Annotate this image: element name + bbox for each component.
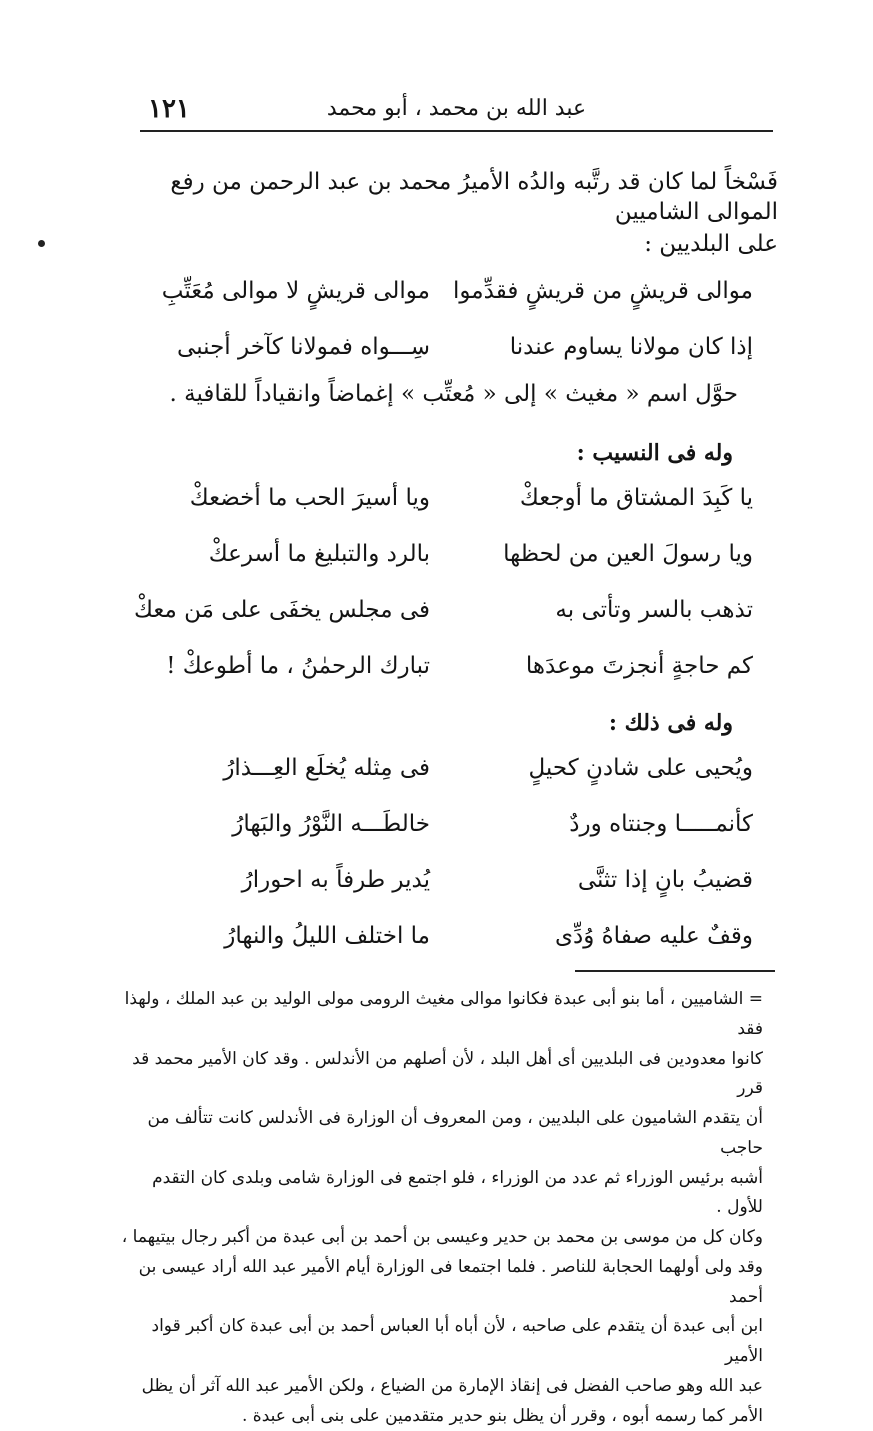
intro-line-1: فَسْخاً لما كان قد رتَّبه والدُه الأميرُ محمد بن عبد الرحمن من رفع الموالى الشاميين	[120, 168, 778, 228]
verse-hemistich-second: ويا أسيرَ الحب ما أخضعكْ	[140, 485, 430, 511]
footnote-line: أن يتقدم الشاميون على البلديين ، ومن المعروف أن الوزارة فى الأندلس كانت تتألف من حاجب	[120, 1104, 763, 1164]
verse-hemistich-second: بالرد والتبليغ ما أسرعكْ	[140, 541, 430, 567]
footnote-line: وقد ولى أولهما الحجابة للناصر . فلما اجتمعا فى الوزارة أيام الأمير عبد الله أراد عيسى بن أحمد	[120, 1253, 763, 1313]
verse-hemistich-second: خالطَـــه النَّوْرُ والبَهارُ	[140, 811, 430, 837]
verse-line	[140, 755, 753, 811]
section-label-same: وله فى ذلك :	[609, 710, 733, 736]
verse-hemistich-first: كم حاجةٍ أنجزتَ موعدَها	[453, 653, 753, 679]
footnotes	[120, 985, 763, 1431]
footnote-line: الأمر كما رسمه أبوه ، وقرر أن يظل بنو حدير متقدمين على بنى أبى عبدة .	[120, 1402, 763, 1431]
verse-hemistich-first: يا كَبِدَ المشتاق ما أوجعكْ	[453, 485, 753, 511]
verse-hemistich-first: تذهب بالسر وتأتى به	[453, 597, 753, 623]
verse-line	[140, 485, 753, 541]
verse-block-1	[140, 278, 753, 390]
verse-hemistich-first: موالى قريشٍ من قريشٍ فقدِّموا	[453, 278, 753, 304]
verse-hemistich-first: وقفٌ عليه صفاهُ وُدِّى	[453, 923, 753, 949]
verse-hemistich-first: ويُحيى على شادنٍ كحيلٍ	[453, 755, 753, 781]
page-number: ١٢١	[148, 94, 190, 124]
verse-hemistich-second: يُدير طرفاً به احورارُ	[140, 867, 430, 893]
verse-hemistich-second: ما اختلف الليلُ والنهارُ	[140, 923, 430, 949]
verse-hemistich-first: كأنمـــــا وجنتاه وردٌ	[453, 811, 753, 837]
footnote-line: وكان كل من موسى بن محمد بن حدير وعيسى بن أحمد بن أبى عبدة من أكبر رجال بيتيهما ،	[120, 1223, 763, 1253]
verse-hemistich-second: تبارك الرحمٰنُ ، ما أطوعكْ !	[140, 653, 430, 679]
rhyme-note: حوَّل اسم « مغيث » إلى « مُعتِّب » إغماضاً وانقياداً للقافية .	[120, 380, 738, 410]
verse-line	[140, 541, 753, 597]
verse-block-2	[140, 485, 753, 709]
verse-line	[140, 811, 753, 867]
footnote-line: كانوا معدودين فى البلديين أى أهل البلد ، لأن أصلهم من الأندلس . وقد كان الأمير محمد قد قرر	[120, 1045, 763, 1105]
footnote-line: أشبه برئيس الوزراء ثم عدد من الوزراء ، فلو اجتمع فى الوزارة شامى وبلدى كان التقدم للأول .	[120, 1164, 763, 1224]
header-rule	[140, 130, 773, 132]
verse-hemistich-first: قضيبُ بانٍ إذا تثنَّى	[453, 867, 753, 893]
section-label-nasib: وله فى النسيب :	[577, 440, 733, 466]
intro-line-2: على البلديين :	[120, 230, 778, 260]
verse-hemistich-second: فى مِثله يُخلَع العِـــذارُ	[140, 755, 430, 781]
verse-line	[140, 597, 753, 653]
running-title: عبد الله بن محمد ، أبو محمد	[327, 96, 586, 121]
verse-hemistich-second: موالى قريشٍ لا موالى مُعَتِّبِ	[140, 278, 430, 304]
verse-block-3	[140, 755, 753, 979]
verse-hemistich-second: سِـــواه فمولانا كآخر أجنبى	[140, 334, 430, 360]
verse-line	[140, 278, 753, 334]
footnote-line: ابن أبى عبدة أن يتقدم على صاحبه ، لأن أباه أبا العباس أحمد بن أبى عبدة كان أكبر قواد الأمير	[120, 1312, 763, 1372]
footnote-rule	[575, 970, 775, 972]
verse-line	[140, 653, 753, 709]
verse-hemistich-second: فى مجلس يخفَى على مَن معكْ	[140, 597, 430, 623]
running-header	[140, 92, 773, 128]
verse-hemistich-first: ويا رسولَ العين من لحظها	[453, 541, 753, 567]
footnote-line: عبد الله وهو صاحب الفضل فى إنقاذ الإمارة من الضياع ، ولكن الأمير عبد الله آثر أن يظل	[120, 1372, 763, 1402]
verse-hemistich-first: إذا كان مولانا يساوم عندنا	[453, 334, 753, 360]
margin-dot	[38, 240, 45, 247]
footnote-line: = الشاميين ، أما بنو أبى عبدة فكانوا موالى مغيث الرومى مولى الوليد بن عبد الملك ، ولهذا فقد	[120, 985, 763, 1045]
verse-line	[140, 867, 753, 923]
